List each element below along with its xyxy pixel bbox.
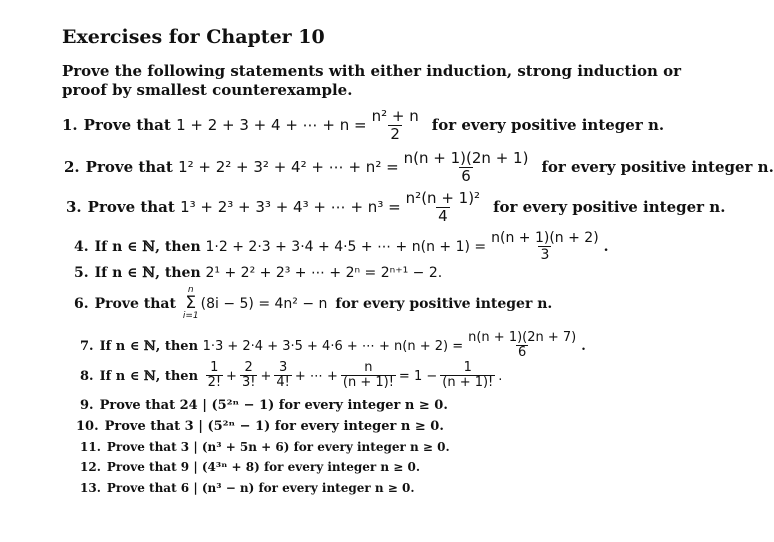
exercise-tail: . [603,239,609,256]
exercise-number: 13. [80,481,101,495]
fraction-denominator: 2 [390,124,400,143]
exercise-2 [64,150,774,185]
exercise-lead: Prove that [87,198,175,217]
exercise-text: Prove that 6 | (n³ − n) for every integer n ≥ 0. [106,481,415,495]
exercise-6 [74,286,552,321]
exercise-text: Prove that 3 | (n³ + 5n + 6) for every integer n ≥ 0. [106,440,450,454]
exercise-4 [74,231,609,263]
exercise-number: 8. [80,368,94,384]
exercise-lead: Prove that [83,116,171,135]
exercise-number: 4. [74,239,89,256]
exercise-math: 2¹ + 2² + 2³ + ⋯ + 2ⁿ = 2ⁿ⁺¹ − 2. [205,265,443,281]
fraction-numerator: 1 [210,360,219,375]
fraction [370,108,421,143]
exercise-number: 5. [74,265,89,281]
fraction [341,361,396,391]
fraction [466,331,578,361]
exercise-math: 1² + 2² + 3² + 4² + ⋯ + n² = [178,158,399,177]
fraction [402,150,531,185]
exercise-tail: for every positive integer n. [431,116,665,135]
fraction-numerator: n(n + 1)(n + 2) [491,230,599,246]
exercise-tail: for every positive integer n. [541,158,774,177]
intro-text: Prove the following statements with either induction, strong induction or proof by smallest counterexample. [62,62,682,99]
fraction-denominator: 2! [207,375,222,391]
page-title: Exercises for Chapter 10 [62,26,325,48]
exercise-10 [76,419,444,434]
exercise-number: 3. [66,198,82,217]
exercise-text: Prove that 24 | (5²ⁿ − 1) for every integer n ≥ 0. [99,398,448,413]
fraction-denominator: 6 [518,345,527,361]
exercise-lead: Prove that [85,158,173,177]
exercise-number: 7. [80,338,94,354]
exercise-text: Prove that 9 | (4³ⁿ + 8) for every integer n ≥ 0. [106,460,421,474]
fraction-denominator: (n + 1)! [342,375,394,391]
exercise-lead: If n ∈ ℕ, then [94,265,201,281]
exercise-number: 9. [80,398,94,413]
fraction-numerator: 3 [278,360,288,375]
summation-upper: n [187,285,194,295]
fraction [440,361,495,391]
fraction [206,361,223,391]
exercise-12 [80,460,420,474]
exercise-5 [74,265,442,281]
fraction [274,361,291,391]
exercise-number: 2. [64,158,80,177]
fraction-numerator: n²(n + 1)² [405,189,481,207]
exercise-tail: for every positive integer n. [335,295,553,312]
fraction-numerator: 2 [244,360,253,375]
fraction-numerator: n² + n [371,107,419,125]
summation-lower: i=1 [182,311,199,321]
exercise-lead: Prove that [94,295,176,312]
fraction-denominator: 3 [540,247,550,264]
exercise-lead: If n ∈ ℕ, then [99,368,199,384]
exercise-text: Prove that 3 | (5²ⁿ − 1) for every integer n ≥ 0. [104,419,444,434]
fraction-numerator: 1 [463,360,472,375]
fraction-denominator: (n + 1)! [442,375,494,391]
fraction-numerator: n(n + 1)(2n + 7) [468,330,577,345]
exercise-tail: for every positive integer n. [493,198,726,217]
summation-sign: n Σ i=1 [182,285,199,321]
fraction-denominator: 3! [241,375,256,391]
exercise-lead: If n ∈ ℕ, then [94,239,201,256]
exercise-number: 12. [80,460,101,474]
exercise-13 [80,481,415,495]
fraction [489,231,601,263]
exercise-math: 1·2 + 2·3 + 3·4 + 4·5 + ⋯ + n(n + 1) = [205,239,487,256]
fraction [404,190,482,225]
exercise-math: 1 + 2 + 3 + 4 + ⋯ + n = [176,116,367,135]
fraction-denominator: 4 [438,206,448,225]
exercise-math: 1·3 + 2·4 + 3·5 + 4·6 + ⋯ + n(n + 2) = [202,338,464,354]
exercise-math: 1³ + 2³ + 3³ + 4³ + ⋯ + n³ = [180,198,401,217]
fraction [240,361,257,391]
exercise-11 [80,440,450,454]
fraction-numerator: n(n + 1)(2n + 1) [403,149,529,167]
exercise-number: 10. [76,419,99,434]
exercise-8: 8. If n ∈ ℕ, then $\frac{1}{2!}$ + $\frac{2}{3!}$ + $\frac{3}{4!}$ + ⋯ + $\frac{n}{(n + 1)!}$ = 1 − $\frac{1}{(n + 1)!}$ . [80,360,503,391]
exercise-1 [62,108,664,143]
fraction-numerator: n [364,360,373,375]
fraction-denominator: 4! [276,375,290,391]
exercise-tail: . [581,338,586,354]
exercise-number: 6. [74,295,89,312]
exercise-number: 1. [62,116,78,135]
exercise-9 [80,398,448,413]
exercise-math: (8i − 5) = 4n² − n [200,295,328,312]
exercise-3 [66,190,725,225]
fraction-denominator: 6 [461,166,471,185]
exercise-lead: If n ∈ ℕ, then [99,338,199,354]
exercise-7 [80,331,586,361]
exercise-number: 11. [80,440,101,454]
